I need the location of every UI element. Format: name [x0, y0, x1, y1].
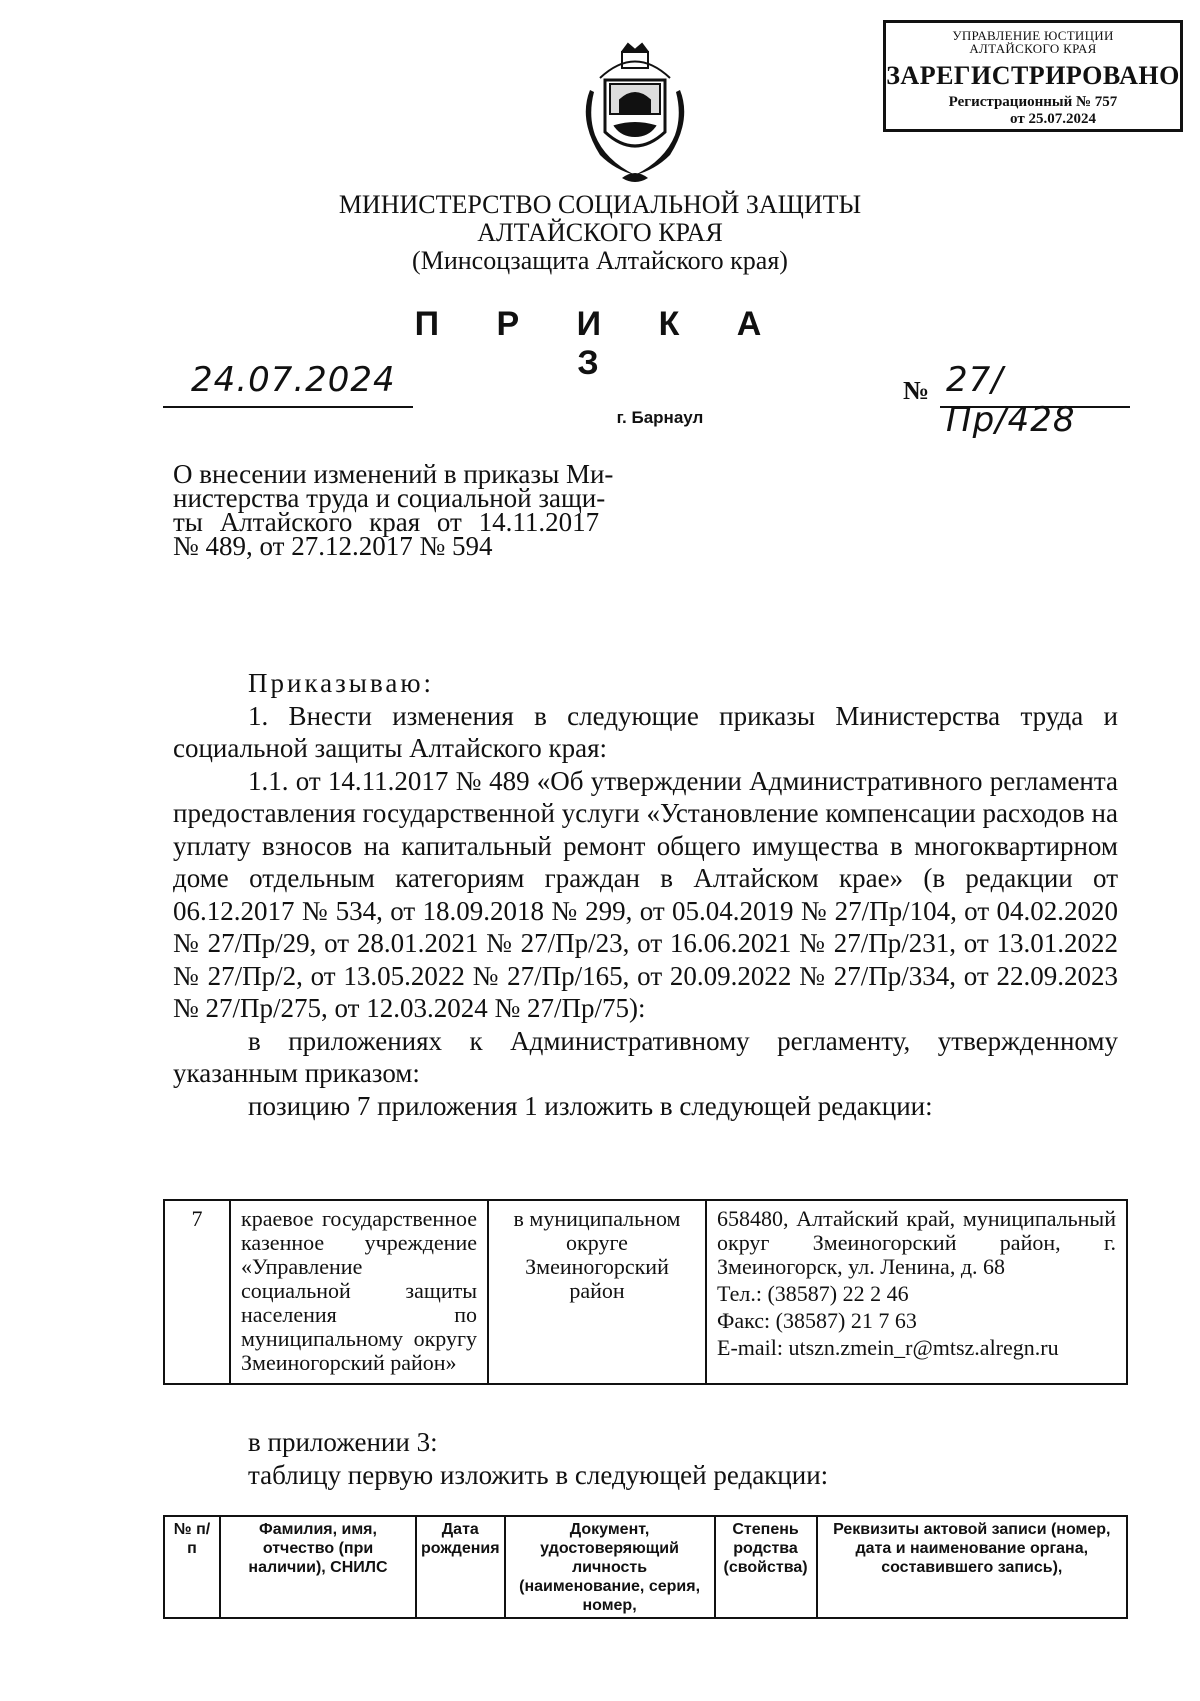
document-type: П Р И К А З: [414, 305, 786, 382]
order-body-continued: [173, 1426, 1118, 1491]
fax: Факс: (38587) 21 7 63: [717, 1308, 917, 1333]
table-header-row: [164, 1516, 1127, 1618]
column-header: № п/п: [164, 1516, 220, 1618]
service-area: в муниципальном округе Змеиногорский район: [488, 1200, 706, 1384]
subject-line3: ты Алтайского края от 14.11.2017: [173, 507, 600, 537]
date-line: [163, 360, 413, 408]
subject-line1: О внесении изменений в приказы Ми-: [173, 459, 614, 489]
institution-name: краевое государственное казенное учреждение «Управление социальной защиты населения по муниципальному округу Змеиногорский район»: [230, 1200, 488, 1384]
column-header: Дата рождения: [416, 1516, 505, 1618]
paragraph-1-2: в приложениях к Административному регламенту, утвержденному указанным приказом:: [173, 1025, 1118, 1088]
paragraph-2: в приложении 3:: [248, 1427, 438, 1457]
order-date-handwritten: 24.07.2024: [191, 360, 396, 400]
contact-details: [706, 1200, 1127, 1384]
stamp-line2: АЛТАЙСКОГО КРАЯ: [969, 41, 1097, 56]
stamp-line1: УПРАВЛЕНИЕ ЮСТИЦИИ: [952, 28, 1114, 43]
order-number-handwritten: 27/Пр/428: [946, 360, 1076, 440]
paragraph-1-1: 1.1. от 14.11.2017 № 489 «Об утверждении Административного регламента предоставления государственной услуги «Установление компенсации расходов на уплату взносов на капитальный ремонт общего имущества в многоквартирном доме отдельным категориям граждан в Алтайском крае» (в редакции от 06.12.2017 № 534, от 18.09.2018 № 299, от 05.04.2019 № 27/Пр/104, от 04.02.2020 № 27/Пр/29, от 28.01.2021 № 27/Пр/23, от 16.06.2021 № 27/Пр/231, от 13.01.2022 № 27/Пр/2, от 13.05.2022 № 27/Пр/165, от 20.09.2022 № 27/Пр/334, от 22.09.2023 № 27/Пр/275, от 12.03.2024 № 27/Пр/75):: [173, 765, 1118, 1023]
number-line: [940, 360, 1130, 440]
paragraph-3: таблицу первую изложить в следующей редакции:: [248, 1459, 829, 1490]
address: 658480, Алтайский край, муниципальный округ Змеиногорский район, г. Змеиногорск, ул. Ленина, д. 68: [717, 1206, 1116, 1279]
order-word: Приказываю:: [248, 668, 434, 698]
paragraph-1-3: позицию 7 приложения 1 изложить в следующей редакции:: [248, 1090, 933, 1121]
email: E-mail: utszn.zmein_r@mtsz.alregn.ru: [717, 1335, 1059, 1360]
registration-stamp: [883, 20, 1183, 132]
city: г. Барнаул: [616, 408, 704, 427]
recipients-table: [163, 1515, 1128, 1619]
coat-of-arms-icon: [560, 40, 710, 190]
table-row: [164, 1200, 1127, 1384]
column-header: Реквизиты актовой записи (номер, дата и наименование органа, составившего запись),: [817, 1516, 1127, 1618]
ministry-name-line1: МИНИСТЕРСТВО СОЦИАЛЬНОЙ ЗАЩИТЫ: [338, 190, 862, 219]
order-subject: [173, 459, 651, 561]
subject-line2: нистерства труда и социальной защи-: [173, 483, 606, 513]
order-body: [173, 667, 1118, 1122]
column-header: Фамилия, имя, отчество (при наличии), СНИЛС: [220, 1516, 416, 1618]
number-sign: №: [903, 376, 930, 405]
column-header: Документ, удостоверяющий личность (наименование, серия, номер,: [505, 1516, 715, 1618]
ministry-name-line2: АЛТАЙСКОГО КРАЯ: [477, 218, 723, 247]
stamp-reg-date: от 25.07.2024: [1010, 111, 1096, 127]
subject-line4: № 489, от 27.12.2017 № 594: [173, 531, 493, 561]
paragraph-1: 1. Внести изменения в следующие приказы Министерства труда и социальной защиты Алтайского края:: [173, 700, 1118, 763]
position-number: 7: [164, 1200, 230, 1384]
stamp-status: ЗАРЕГИСТРИРОВАНО: [886, 61, 1180, 90]
ministry-short-name: (Минсоцзащита Алтайского края): [412, 246, 788, 275]
phone: Тел.: (38587) 22 2 46: [717, 1281, 909, 1306]
column-header: Степень родства (свойства): [715, 1516, 817, 1618]
stamp-reg-number: Регистрационный № 757: [948, 94, 1118, 110]
position-7-table: [163, 1199, 1128, 1385]
